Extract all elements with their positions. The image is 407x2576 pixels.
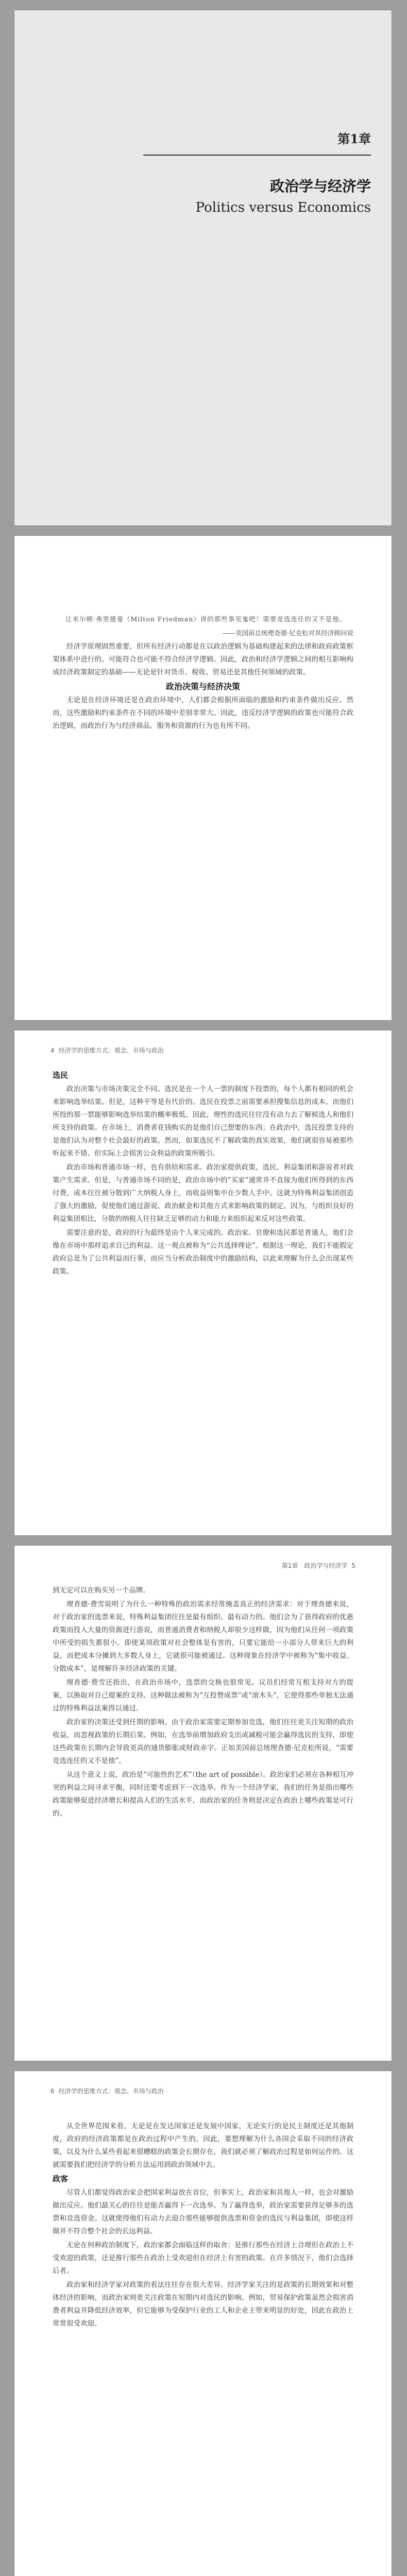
page-header (50, 2087, 355, 2095)
page-voters (14, 1030, 392, 1535)
page-header-number: 4 (50, 1046, 55, 1054)
epigraph: 让米尔顿·弗里德曼（Milton Friedman）讲的那些事见鬼吧！需要竞选连任的又不是他。 (65, 615, 347, 623)
paragraph: 从这个意义上说，政治是“可能性的艺术”（the art of possible）。政治家们必须在各种相互冲突的利益之间寻求平衡，同时还要考虑到下一次选举。作为一个经济学家，我们的任务是指出哪些政策能够促进经济增长和提高人们的生活水平，而政治家的任务则是决定在政治上哪些政策是可行的。 (53, 1771, 353, 1818)
paragraph: 政治家和经济学家对政策的看法往往存在很大差异。经济学家关注的是政策的长期效果和对整体经济的影响，而政治家则更关注政策在短期内对选民的影响。例如，贸易保护政策虽然会损害消费者利益并降低经济效率，但它能够为受保护行业的工人和企业主带来明显的好处，因此在政治上常常很受欢迎。 (53, 2281, 353, 2328)
chapter-title-zh: 政治学与经济学 (269, 178, 371, 195)
chapter-rule (143, 155, 371, 156)
chapter-number: 第1章 (337, 131, 371, 146)
paragraph: 理查德·费雪还指出，在政治市场中，选票的交换也很常见。议员们经常互相支持对方的提案，以换取对自己提案的支持。这种做法被称为“互投赞成票”或“滚木头”，它使得那些单独无法通过的特殊利益法案得以通过。 (53, 1679, 353, 1713)
page-chapter-continued (14, 1546, 392, 2061)
epigraph-attribution: ——美国前总统理查德·尼克松对其经济顾问说 (223, 629, 353, 637)
page-politicians (14, 2071, 392, 2576)
page-header-title: 第1章 政治学与经济学 (281, 1562, 348, 1569)
section-title-voters: 选民 (53, 1071, 69, 1080)
paragraph: 到无定可以在购买另一个品牌。 (53, 1586, 150, 1595)
paragraph: 理查德·费雪说明了为什么一种特殊的政治需求经常掩盖真正的经济需求：对于理查德来说，对于政治家的选票来说，特殊利益集团往往是最有组织、最有动力的。他们会为了获得政府的优惠政策而投入大量的资源进行游说，而普通消费者和纳税人却很少这样做，因为他们从任何一项政策中所受的损失都很小。即使某项政策对社会整体是有害的，只要它能给一小部分人带来巨大的利益，而把成本分摊到大多数人身上，它就很可能被通过。这种现象在经济学中被称为“集中收益、分散成本”，是理解许多经济政策的关键。 (53, 1600, 353, 1673)
section-paragraph: 无论是在经济环境还是在政治环境中，人们都会根据所面临的激励和约束条件做出反应。然而，这些激励和约束条件在不同的环境中差别非常大。因此，违反经济学逻辑的政策也可能符合政治逻辑，而政治行为与经济商品、服务和资源的行为也有所不同。 (53, 696, 353, 730)
chapter-opener-page (14, 10, 392, 526)
page-header (50, 1561, 355, 1570)
paragraph: 尽管人们都觉得政治家会把国家利益放在首位，但事实上，政治家和其他人一样，也会对激励做出反应。他们最关心的往往是能否赢得下一次选举。为了赢得选举，政治家需要获得足够多的选票和竞选资金。这就使得他们有动力去迎合那些能够提供选票和资金的选民与利益集团，即使这样做并不符合整个社会的长远利益。 (53, 2189, 353, 2235)
section-title-political-economic: 政治决策与经济决策 (165, 682, 240, 691)
page-epigraph (14, 536, 392, 1020)
paragraph: 政治决策与市场决策完全不同。选民是在一个人一票的制度下投票的，每个人都有相同的机会来影响选举结果。但是，这种平等是有代价的。选民在投票之前需要承担搜集信息的成本，而他们所投的那一票能够影响选举结果的概率极低。因此，理性的选民往往没有动力去了解候选人和他们所支持的政策。在市场上，消费者花钱购买的是他们自己想要的东西；在政治中，选民投票支持的是他们认为对整个社会最好的政策。然而，如果选民不了解政策的真实效果，他们就很容易被那些听起来不错、但实际上会损害公众利益的政策所吸引。 (53, 1085, 353, 1158)
intro-paragraph: 经济学原理固然重要，但所有经济行动都是在以政治逻辑为基础构建起来的法律和政府政策框架体系中进行的。可能符合也可能不符合经济学逻辑。因此，政治和经济学逻辑之间的相互影响构成经济政策制定的基础——无论是针对货币、税收、贸易还是其他任何领域的政策。 (53, 642, 353, 676)
section-title-politicians: 政客 (53, 2174, 69, 2183)
paragraph: 政治家的决策还受到任期的影响。由于政治家需要定期参加竞选，他们往往更关注短期的政治收益，而忽视政策的长期后果。例如，在选举前增加政府支出或减税可能会赢得选民的支持，即使这些政策在长期内会导致更高的通货膨胀或财政赤字。正如美国前总统理查德·尼克松所说，“需要竞选连任的又不是他”。 (53, 1718, 353, 1765)
page-header-title: 经济学的思维方式：观念、市场与政治 (58, 1047, 164, 1054)
paragraph: 从全世界范围来看，无论是在发达国家还是发展中国家，无论实行的是民主制度还是其他制度，政府的经济政策都是在政治过程中产生的。因此，要想理解为什么各国会采取不同的经济政策，以及为什么某些看起来很糟糕的政策会长期存在，我们就必须了解政治过程是如何运作的。这就需要我们把经济学的分析方法运用到政治领域中去。 (53, 2122, 353, 2169)
paragraph: 无论在何种政治制度下，政治家都会面临这样的取舍：是推行那些在经济上合理但在政治上不受欢迎的政策，还是推行那些在政治上受欢迎但在经济上有害的政策。在许多情况下，他们会选择后者。 (53, 2241, 353, 2275)
paragraph: 政治市场和普通市场一样，也有供给和需求。政治家提供政策，选民、利益集团和游说者对政策产生需求。但是，与普通市场不同的是，政治市场中的“买家”通常并不直接为他们所得到的东西付费，成本往往被分散到广大纳税人身上，而收益则集中在少数人手中。这就为特殊利益集团创造了强大的激励，促使他们通过游说、政治献金和其他方式来影响政策的制定。因为，与组织良好的利益集团相比，分散的纳税人往往缺乏足够的动力和能力来组织起来反对这些政策。 (53, 1163, 353, 1223)
paragraph: 需要注意的是，政府的行为最终是由个人来完成的。政治家、官僚和选民都是普通人，他们会像在市场中那样追求自己的利益。这一观点被称为“公共选择理论”。根据这一理论，我们不能假定政府总是为了公共利益而行事，而应当分析政治制度中的激励结构，以此来理解为什么会出现某些政策。 (53, 1229, 353, 1276)
page-header-number: 5 (351, 1562, 355, 1569)
page-header (50, 1046, 355, 1055)
chapter-title-en: Politics versus Economics (195, 200, 371, 215)
page-header-number: 6 (50, 2087, 55, 2095)
page-header-title: 经济学的思维方式：观念、市场与政治 (58, 2088, 164, 2095)
